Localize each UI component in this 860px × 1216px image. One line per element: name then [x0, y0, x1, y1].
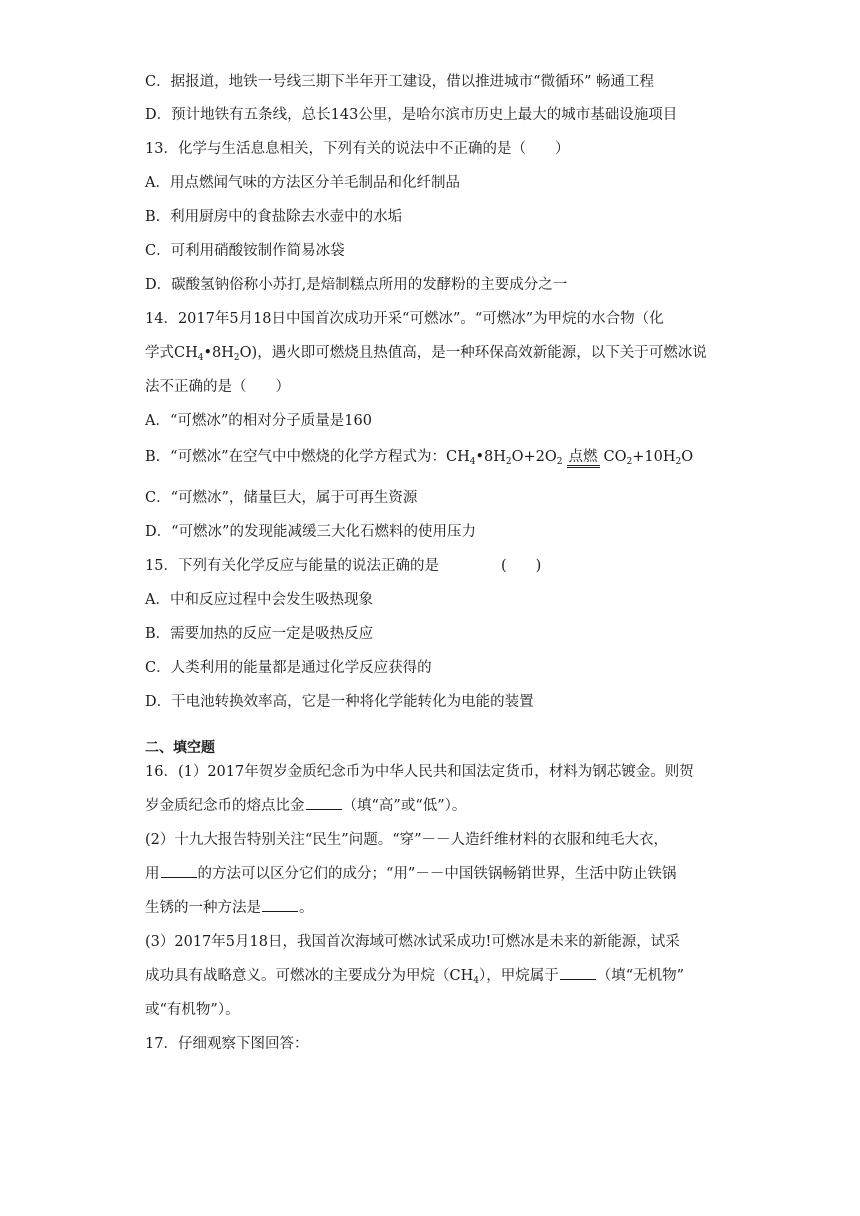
q16-part3-line1: (3）2017年5月18日，我国首次海域可燃冰试采成功!可燃冰是未来的新能源，试采	[145, 934, 680, 950]
q14-stem-line3: 法不正确的是（ ）	[145, 379, 290, 395]
q13-option-c: C．可利用硝酸铵制作简易冰袋	[145, 243, 345, 259]
q16-part2-line3: 生锈的一种方法是 。	[145, 900, 314, 916]
answer-blank[interactable]	[560, 967, 596, 980]
answer-blank[interactable]	[306, 797, 342, 810]
q15-option-a: A．中和反应过程中会发生吸热现象	[145, 592, 373, 608]
q16-part2-line2: 用 的方法可以区分它们的成分；“用”－－中国铁锅畅销世界，生活中防止铁锅	[145, 866, 677, 882]
answer-blank[interactable]	[262, 899, 298, 912]
q14-stem-line1: 14．2017年5月18日中国首次成功开采“可燃冰”。“可燃冰”为甲烷的水合物（化	[145, 311, 664, 327]
q15-option-c: C．人类利用的能量都是通过化学反应获得的	[145, 660, 432, 676]
q14-option-c: C．“可燃冰”，储量巨大，属于可再生资源	[145, 490, 418, 506]
q15-option-b: B．需要加热的反应一定是吸热反应	[145, 626, 374, 642]
q16-part2-line1: (2）十九大报告特别关注“民生”问题。“穿”－－人造纤维材料的衣服和纯毛大衣，	[145, 832, 669, 848]
q16-part3-line2: 成功具有战略意义。可燃冰的主要成分为甲烷$(CH_4)$，甲烷属于 （填“无机物”	[145, 968, 685, 986]
q14-option-d: D．“可燃冰”的发现能减缓三大化石燃料的使用压力	[145, 524, 476, 540]
q13-stem: 13．化学与生活息息相关，下列有关的说法中不正确的是（ ）	[145, 141, 570, 157]
answer-blank[interactable]	[161, 865, 197, 878]
q14-option-b: B．“可燃冰”在空气中中燃烧的化学方程式为：$CH_4•8H_2O+2O_2$ 点燃 $CO_2+10H_2O$	[145, 449, 694, 467]
q17-stem: 17．仔细观察下图回答：	[145, 1036, 309, 1052]
section-title: 二、填空题	[145, 740, 215, 756]
q14-stem-line2: 学式$CH_4•8H_2O$)，遇火即可燃烧且热值高，是一种环保高效新能源，以下关于可燃冰说	[145, 345, 707, 363]
q12-option-d: D．预计地铁有五条线，总长143公里，是哈尔滨市历史上最大的城市基础设施项目	[145, 107, 678, 123]
q16-part1-line2: 岁金质纪念币的熔点比金 （填“高”或“低”）。	[145, 798, 467, 814]
q13-option-b: B．利用厨房中的食盐除去水壶中的水垢	[145, 209, 403, 225]
q16-part3-line3: 或“有机物”）。	[145, 1002, 240, 1018]
q13-option-a: A．用点燃闻气味的方法区分羊毛制品和化纤制品	[145, 175, 460, 191]
q16-part1-line1: 16．(1）2017年贺岁金质纪念币为中华人民共和国法定货币，材料为钢芯镀金。则贺	[145, 764, 694, 780]
q12-option-c: C．据报道，地铁一号线三期下半年开工建设，借以推进城市“微循环” 畅通工程	[145, 74, 655, 90]
q13-option-d: D．碳酸氢钠俗称小苏打,是焙制糕点所用的发酵粉的主要成分之一	[145, 277, 568, 293]
q15-stem: 15．下列有关化学反应与能量的说法正确的是 ( )	[145, 558, 542, 574]
q15-option-d: D．干电池转换效率高，它是一种将化学能转化为电能的装置	[145, 694, 534, 710]
reaction-condition: 点燃	[567, 449, 600, 468]
q14-option-a: A．“可燃冰”的相对分子质量是160	[145, 413, 372, 429]
